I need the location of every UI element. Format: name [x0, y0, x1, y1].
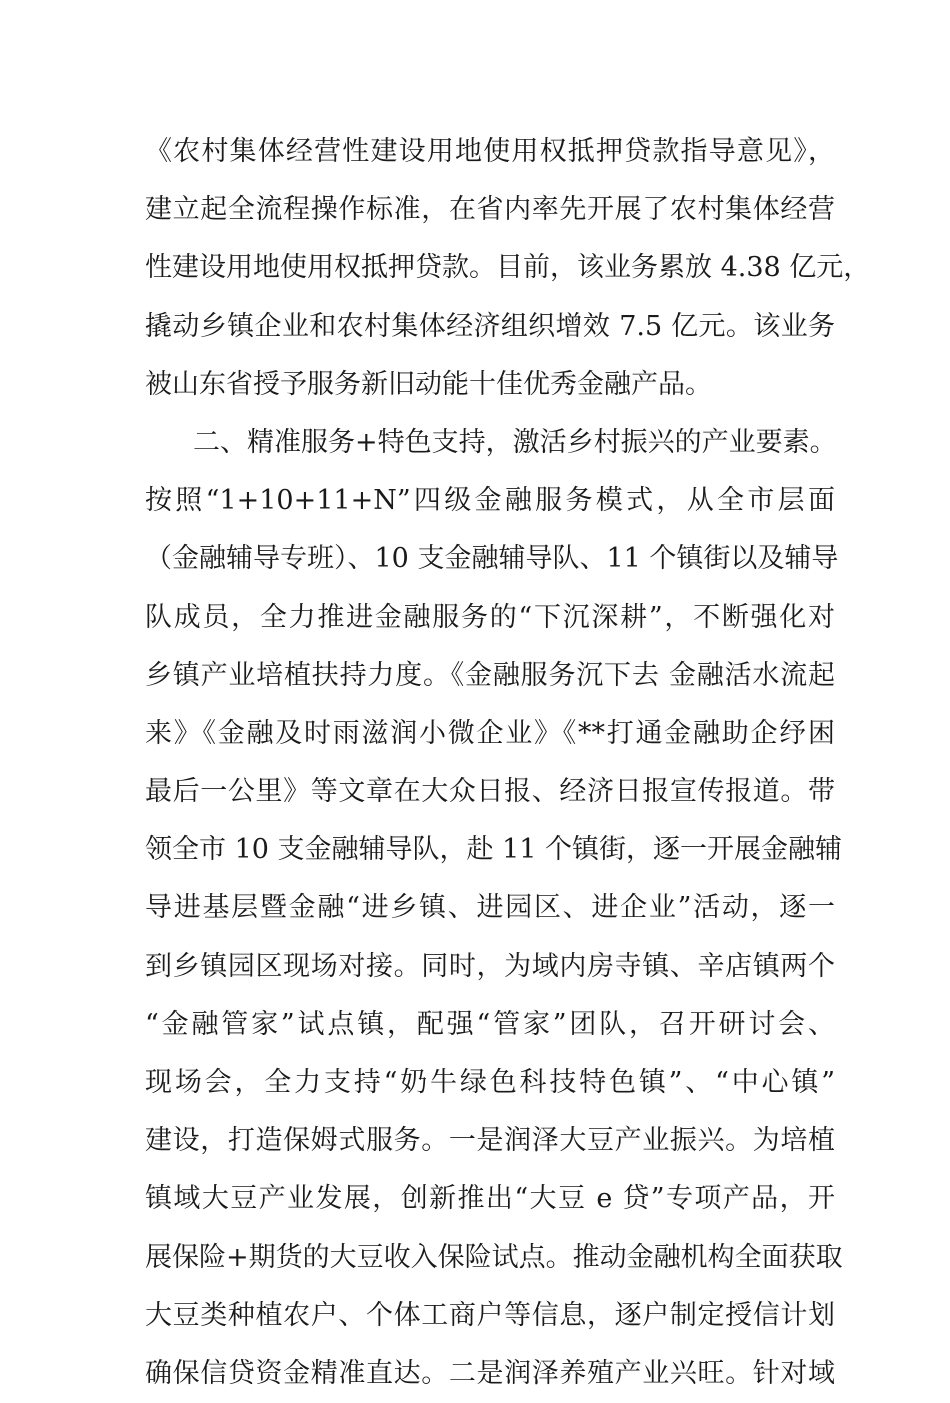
text-line: 最后一公里》等文章在大众日报、经济日报宣传报道。带: [145, 776, 835, 808]
text-line: 乡镇产业培植扶持力度。《金融服务沉下去 金融活水流起: [145, 659, 835, 691]
text-line: 建设，打造保姆式服务。一是润泽大豆产业振兴。为培植: [145, 1125, 835, 1157]
text-line: 被山东省授予服务新旧动能十佳优秀金融产品。: [145, 368, 712, 400]
text-line: 队成员，全力推进金融服务的“下沉深耕”，不断强化对: [145, 601, 835, 633]
text-line: 领全市 10 支金融辅导队，赴 11 个镇街，逐一开展金融辅: [145, 834, 843, 866]
text-line: 确保信贷资金精准直达。二是润泽养殖产业兴旺。针对域: [145, 1357, 835, 1389]
text-line: 现场会，全力支持“奶牛绿色科技特色镇”、“中心镇”: [145, 1067, 835, 1098]
text-line: 展保险+期货的大豆收入保险试点。推动金融机构全面获取: [145, 1241, 843, 1273]
text-line: （金融辅导专班）、10 支金融辅导队、11 个镇街以及辅导: [145, 543, 839, 575]
text-line: 性建设用地使用权抵押贷款。目前，该业务累放 4.38 亿元，: [145, 252, 871, 284]
text-line: 按照“1+10+11+N”四级金融服务模式，从全市层面: [145, 485, 835, 517]
text-line: 镇域大豆产业发展，创新推出“大豆 e 贷”专项产品，开: [145, 1183, 835, 1215]
text-line: 到乡镇园区现场对接。同时，为域内房寺镇、辛店镇两个: [145, 950, 835, 982]
text-line: 大豆类种植农户、个体工商户等信息，逐户制定授信计划: [145, 1299, 835, 1331]
body-text: [145, 123, 871, 1403]
section-heading-line: 二、精准服务+特色支持，激活乡村振兴的产业要素。: [193, 426, 837, 458]
text-line: 撬动乡镇企业和农村集体经济组织增效 7.5 亿元。该业务: [145, 310, 835, 342]
text-line: 来》《金融及时雨滋润小微企业》《**打通金融助企纾困: [145, 717, 835, 749]
text-line: “金融管家”试点镇，配强“管家”团队，召开研讨会、: [145, 1008, 835, 1040]
text-line: 导进基层暨金融“进乡镇、进园区、进企业”活动，逐一: [145, 892, 835, 924]
text-line: 《农村集体经营性建设用地使用权抵押贷款指导意见》，: [145, 136, 835, 167]
text-line: 建立起全流程操作标准，在省内率先开展了农村集体经营: [145, 194, 835, 226]
